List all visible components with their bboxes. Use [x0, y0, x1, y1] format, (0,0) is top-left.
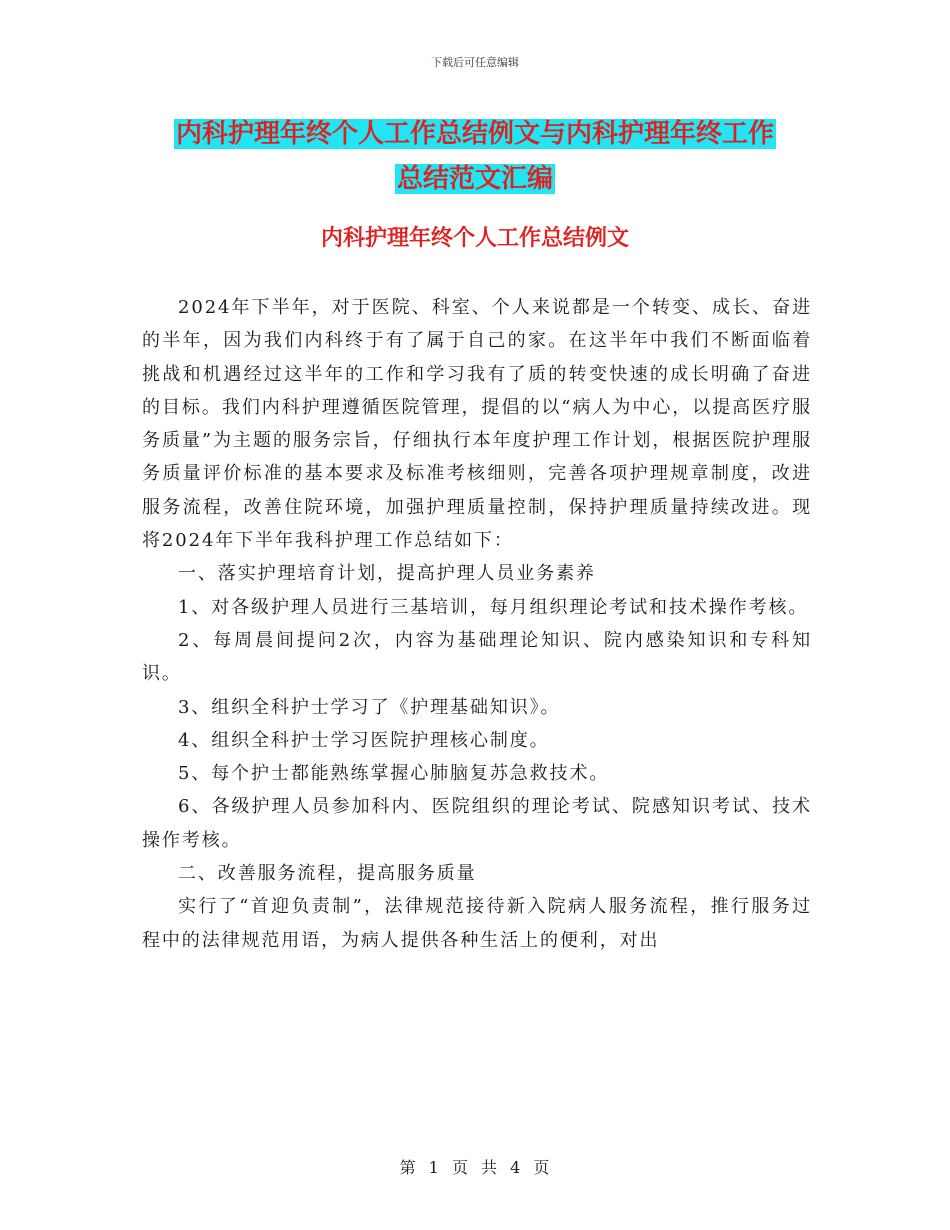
- document-title: [0, 112, 950, 202]
- page-footer: 第 1 页 共 4 页: [399, 1158, 551, 1177]
- paragraph-item-3: 3、组织全科护士学习了《护理基础知识》。: [178, 696, 561, 718]
- document-body: [142, 291, 812, 957]
- header-note: 下载后可任意编辑: [431, 56, 519, 69]
- paragraph-item-6: 6、各级护理人员参加科内、医院组织的理论考试、院感知识考试、技术操作考核。: [142, 796, 812, 851]
- paragraph-item-1: 1、对各级护理人员进行三基培训，每月组织理论考试和技术操作考核。: [178, 596, 809, 618]
- paragraph-heading-2: 二、改善服务流程，提高服务质量: [178, 863, 477, 885]
- paragraph-item-2: 2、每周晨间提问2次，内容为基础理论知识、院内感染知识和专科知识。: [142, 629, 812, 685]
- paragraph-heading-1: 一、落实护理培育计划，提高护理人员业务素养: [178, 563, 596, 585]
- section-subtitle: 内科护理年终个人工作总结例文: [320, 226, 629, 251]
- paragraph-item-5: 5、每个护士都能熟练掌握心肺脑复苏急救技术。: [178, 763, 610, 785]
- title-line-1: 内科护理年终个人工作总结例文与内科护理年终工作: [175, 119, 774, 149]
- paragraph-item-4: 4、组织全科护士学习医院护理核心制度。: [178, 729, 550, 751]
- title-line-2: 总结范文汇编: [396, 164, 553, 194]
- paragraph-intro: 2024年下半年，对于医院、科室、个人来说都是一个转变、成长、奋进的半年，因为我们内科终于有了属于自己的家。在这半年中我们不断面临着挑战和机遇经过这半年的工作和学习我有了质的转变快速的成长明确了奋进的目标。我们内科护理遵循医院管理，提倡的以“病人为中心，以提高医疗服务质量”为主题的服务宗旨，仔细执行本年度护理工作计划，根据医院护理服务质量评价标准的基本要求及标准考核细则，完善各项护理规章制度，改进服务流程，改善住院环境，加强护理质量控制，保持护理质量持续改进。现将2024年下半年我科护理工作总结如下：: [142, 297, 812, 552]
- paragraph-service: 实行了“首迎负责制”，法律规范接待新入院病人服务流程，推行服务过程中的法律规范用语，为病人提供各种生活上的便利，对出: [142, 896, 812, 951]
